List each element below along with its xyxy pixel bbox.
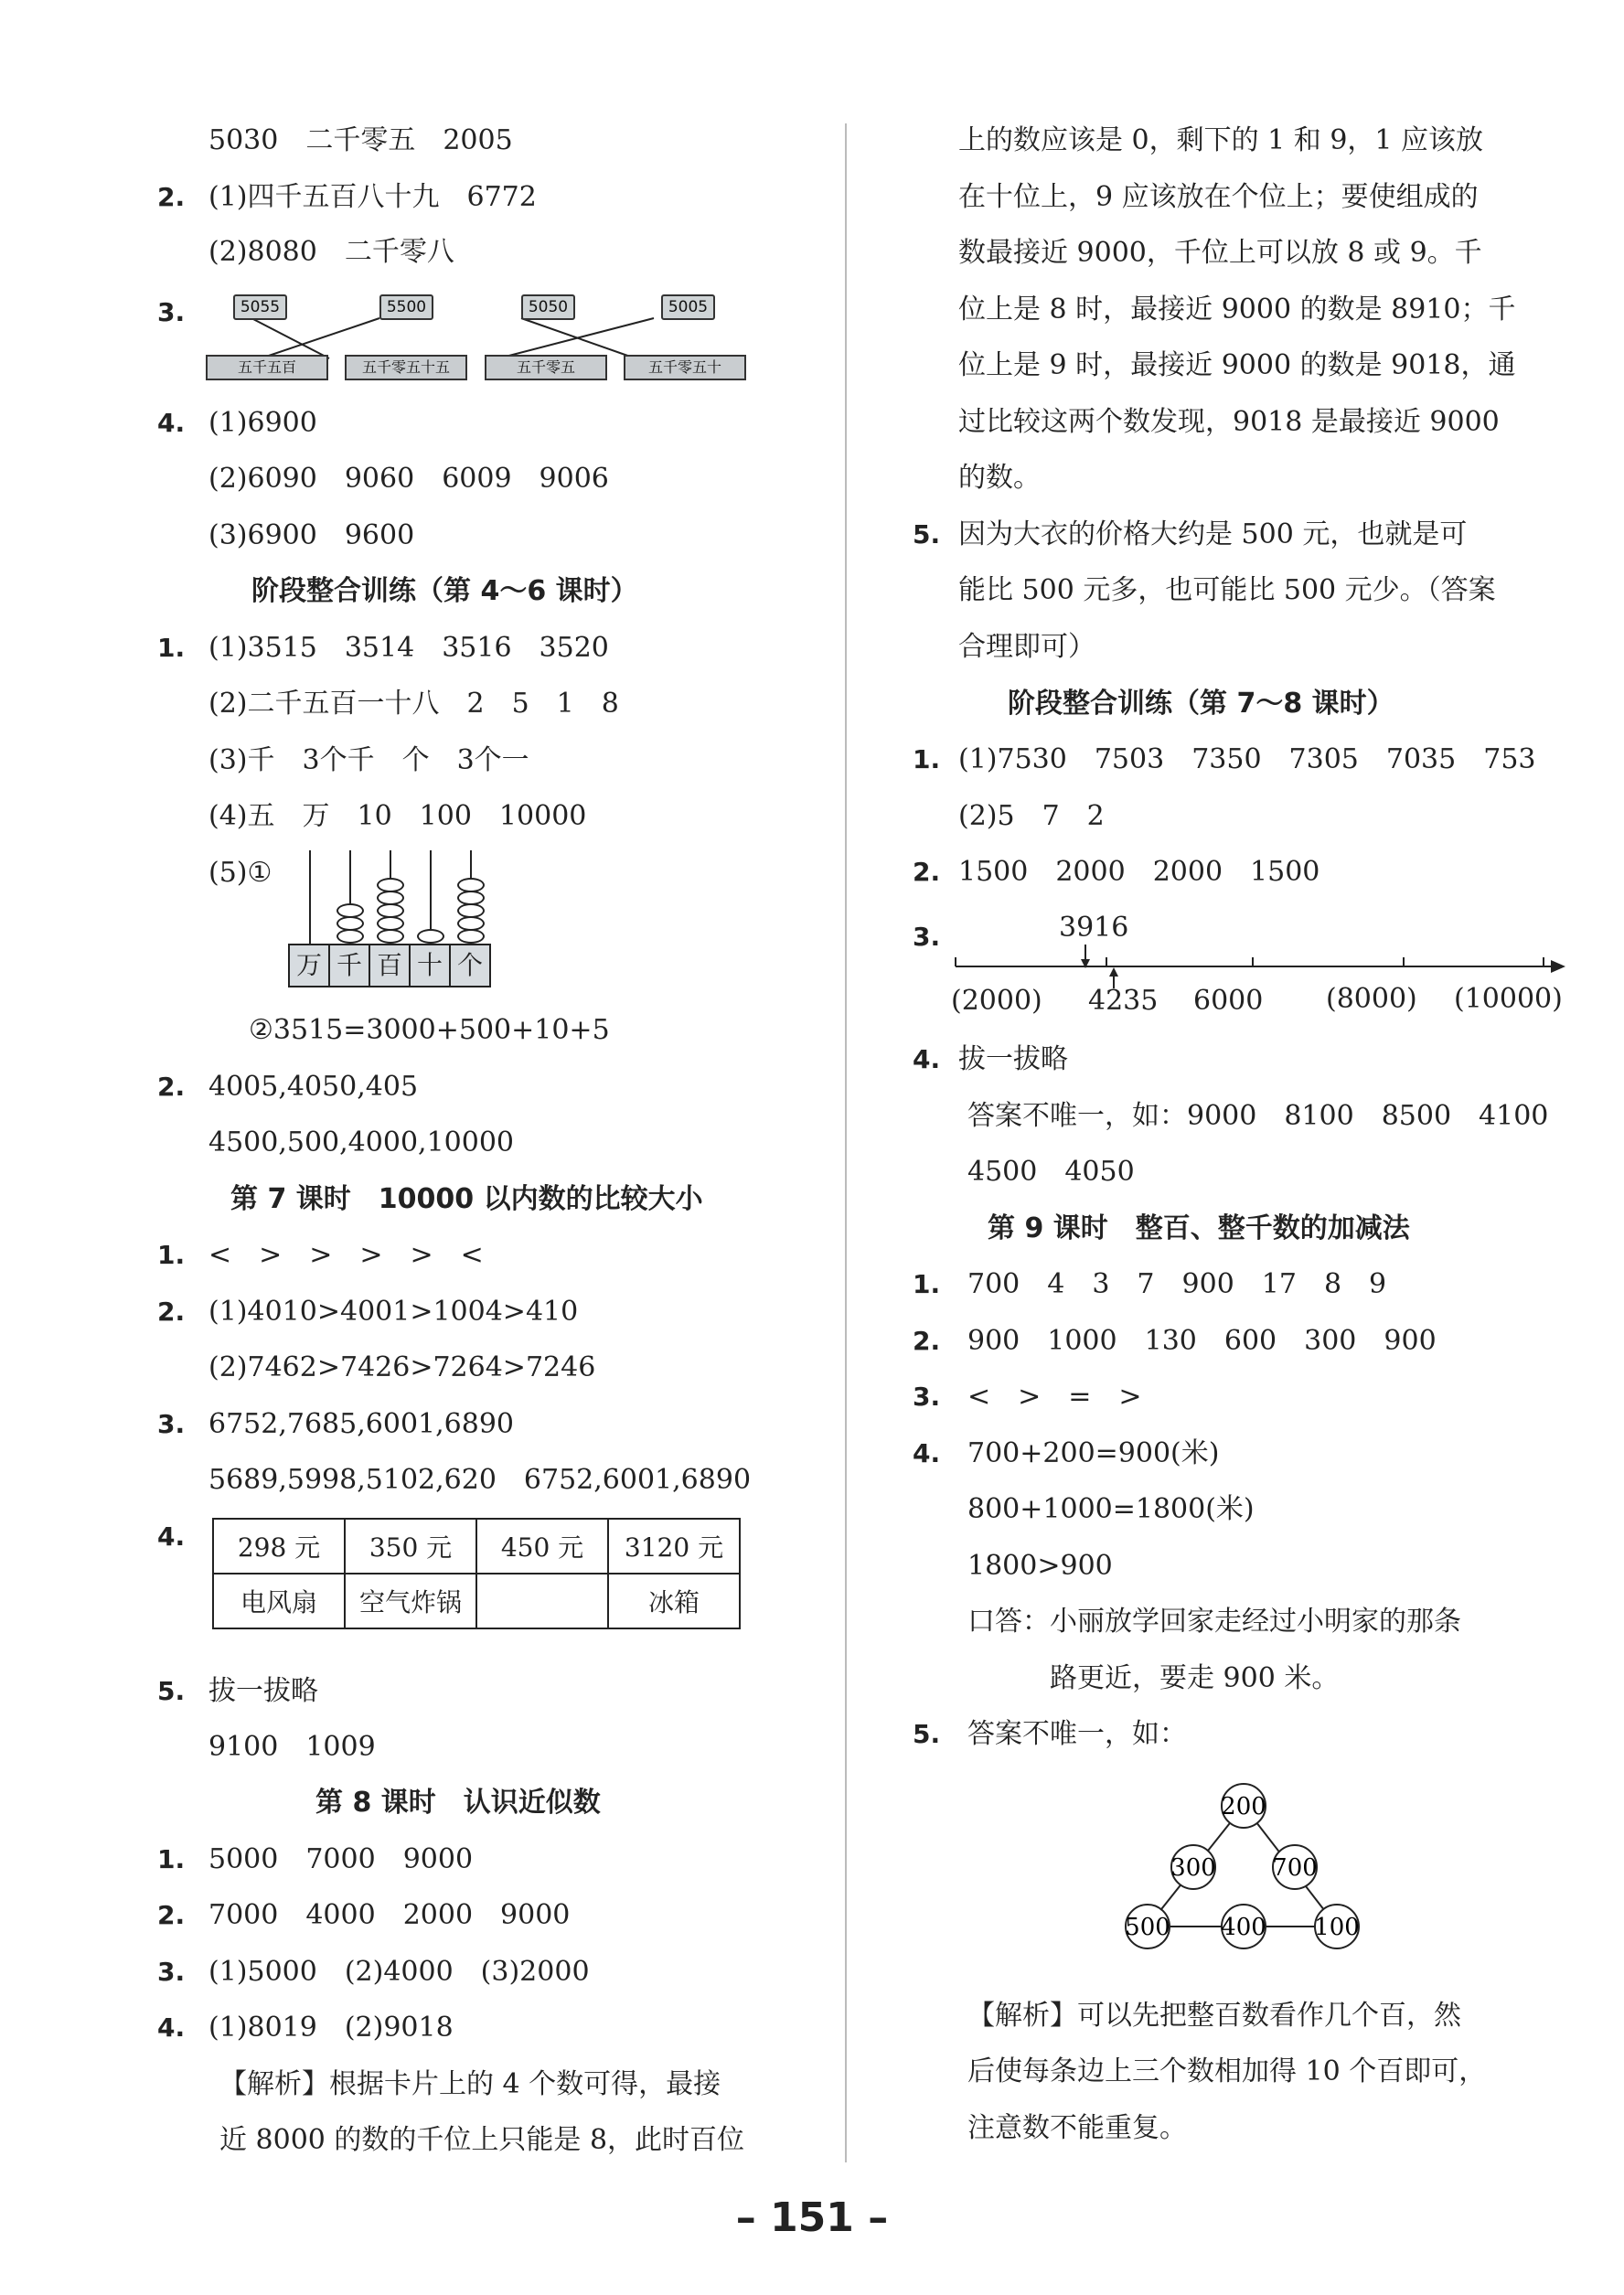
question-number: 3. xyxy=(913,1382,941,1412)
number-card: 5005 xyxy=(661,294,715,320)
answer-line: 1800>900 xyxy=(967,1550,1113,1582)
answer-line: < > = > xyxy=(967,1381,1142,1413)
answer-line: (1)四千五百八十九 6772 xyxy=(208,181,537,213)
abacus-bead xyxy=(457,878,485,892)
analysis-line: 【解析】根据卡片上的 4 个数可得，最接 xyxy=(219,2068,721,2100)
abacus-bead xyxy=(457,916,485,931)
abacus-bead xyxy=(377,903,404,918)
abacus-label: 千 xyxy=(330,945,370,986)
answer-line: < > > > > < xyxy=(208,1239,484,1271)
abacus-label: 十 xyxy=(411,945,451,986)
question-number: 3. xyxy=(913,922,941,952)
triangle-diagram xyxy=(1125,1778,1362,1952)
abacus-base xyxy=(288,944,491,987)
table-cell: 298 元 xyxy=(213,1519,345,1574)
abacus-bead xyxy=(377,878,404,892)
abacus-rod xyxy=(309,850,311,944)
question-number: 5. xyxy=(913,519,941,550)
word-card: 五千零五十五 xyxy=(345,355,467,380)
number-card: 5055 xyxy=(233,294,287,320)
price-table xyxy=(212,1518,741,1629)
answer-line: 700 4 3 7 900 17 8 9 xyxy=(967,1268,1387,1300)
answer-line: (2)6090 9060 6009 9006 xyxy=(208,463,609,495)
node-label: 200 xyxy=(1221,1793,1266,1820)
number-line-label: 4235 xyxy=(1088,985,1159,1017)
question-number: 4. xyxy=(913,1044,941,1074)
abacus-label: 万 xyxy=(290,945,330,986)
table-cell: 3120 元 xyxy=(608,1519,740,1574)
abacus-bead xyxy=(377,916,404,931)
number-card: 5500 xyxy=(379,294,433,320)
answer-line: 答案不唯一，如：9000 8100 8500 4100 xyxy=(967,1100,1549,1132)
question-number: 1. xyxy=(157,1844,186,1874)
answer-line: (3)6900 9600 xyxy=(208,519,415,551)
abacus-bead xyxy=(417,929,444,944)
answer-line: (4)五 万 10 100 10000 xyxy=(208,800,587,832)
abacus-bead xyxy=(457,929,485,944)
question-number: 2. xyxy=(157,182,186,212)
number-line-label: (8000) xyxy=(1326,983,1417,1015)
answer-line: 路更近，要走 900 米。 xyxy=(1050,1662,1340,1694)
answer-line: 答案不唯一，如： xyxy=(967,1718,1187,1750)
abacus-label: 百 xyxy=(370,945,411,986)
question-number: 4. xyxy=(157,1521,186,1552)
table-row xyxy=(213,1574,740,1628)
answer-line: 6752,7685,6001,6890 xyxy=(208,1408,514,1440)
answer-line: (2)5 7 2 xyxy=(958,800,1105,832)
answer-line: (1)4010>4001>1004>410 xyxy=(208,1296,579,1328)
abacus-bead xyxy=(377,929,404,944)
answer-line: ②3515=3000+500+10+5 xyxy=(249,1014,610,1046)
number-line-label: (2000) xyxy=(951,985,1042,1017)
section-heading: 阶段整合训练（第 7～8 课时） xyxy=(1008,688,1394,720)
analysis-line: 后使每条边上三个数相加得 10 个百即可， xyxy=(967,2055,1487,2087)
analysis-line: 注意数不能重复。 xyxy=(967,2112,1187,2144)
node-label: 400 xyxy=(1221,1914,1266,1941)
question-number: 4. xyxy=(913,1438,941,1468)
answer-line: (1)3515 3514 3516 3520 xyxy=(208,632,609,664)
table-cell: 空气炸锅 xyxy=(345,1574,476,1628)
analysis-line: 近 8000 的数的千位上只能是 8，此时百位 xyxy=(219,2124,745,2156)
page-number: – 151 – xyxy=(735,2194,889,2241)
question-number: 3. xyxy=(157,1957,186,1987)
answer-line: 4500,500,4000,10000 xyxy=(208,1126,514,1158)
table-cell: 冰箱 xyxy=(608,1574,740,1628)
analysis-line: 过比较这两个数发现，9018 是最接近 9000 xyxy=(958,406,1500,438)
abacus-bead xyxy=(337,903,364,918)
analysis-line: 数最接近 9000，千位上可以放 8 或 9。千 xyxy=(958,237,1482,269)
question-number: 4. xyxy=(157,408,186,438)
abacus-bead xyxy=(337,916,364,931)
answer-line: 能比 500 元多，也可能比 500 元少。（答案 xyxy=(958,574,1496,606)
question-number: 2. xyxy=(157,1072,186,1102)
abacus-bead xyxy=(377,891,404,905)
node-label: 300 xyxy=(1170,1854,1216,1882)
number-line xyxy=(951,910,1591,1019)
question-number: 1. xyxy=(157,1240,186,1270)
question-number: 2. xyxy=(913,1326,941,1356)
node-label: 700 xyxy=(1272,1854,1318,1882)
answer-line: 1500 2000 2000 1500 xyxy=(958,856,1320,888)
section-heading: 阶段整合训练（第 4～6 课时） xyxy=(251,575,638,607)
analysis-line: 位上是 9 时，最接近 9000 的数是 9018，通 xyxy=(958,349,1516,381)
analysis-line: 位上是 8 时，最接近 9000 的数是 8910；千 xyxy=(958,294,1516,326)
answer-line: 9100 1009 xyxy=(208,1731,376,1763)
number-line-label: 3916 xyxy=(1059,912,1129,944)
answer-line: 7000 4000 2000 9000 xyxy=(208,1899,571,1931)
answer-line: (2)7462>7426>7264>7246 xyxy=(208,1351,596,1383)
question-number: 1. xyxy=(913,1269,941,1299)
section-heading: 第 9 课时 整百、整千数的加减法 xyxy=(988,1212,1410,1244)
answer-line: 4500 4050 xyxy=(967,1156,1135,1188)
word-card: 五千零五 xyxy=(485,355,607,380)
analysis-line: 在十位上，9 应该放在个位上；要使组成的 xyxy=(958,181,1479,213)
word-card: 五千五百 xyxy=(206,355,328,380)
answer-line: 5030 二千零五 2005 xyxy=(208,124,513,156)
answer-line: (1)6900 xyxy=(208,407,317,439)
question-number: 3. xyxy=(157,297,186,327)
number-line-label: (10000) xyxy=(1454,983,1563,1015)
answer-line: 拔一拔略 xyxy=(208,1675,318,1707)
answer-line: (2)二千五百一十八 2 5 1 8 xyxy=(208,688,619,720)
table-cell xyxy=(476,1574,608,1628)
analysis-line: 上的数应该是 0，剩下的 1 和 9，1 应该放 xyxy=(958,124,1484,156)
abacus-bead xyxy=(457,891,485,905)
table-cell: 电风扇 xyxy=(213,1574,345,1628)
table-cell: 350 元 xyxy=(345,1519,476,1574)
table-row xyxy=(213,1519,740,1574)
answer-line: (3)千 3个千 个 3个一 xyxy=(208,744,529,776)
number-card: 5050 xyxy=(521,294,575,320)
number-line-label: 6000 xyxy=(1193,985,1264,1017)
question-number: 2. xyxy=(913,857,941,887)
abacus-bead xyxy=(457,903,485,918)
question-number: 2. xyxy=(157,1297,186,1327)
answer-line: 口答：小丽放学回家走经过小明家的那条 xyxy=(967,1606,1461,1638)
abacus-bead xyxy=(337,929,364,944)
question-number: 5. xyxy=(157,1676,186,1706)
word-card: 五千零五十 xyxy=(624,355,746,380)
answer-line: 5000 7000 9000 xyxy=(208,1843,474,1875)
answer-line: 700+200=900(米) xyxy=(967,1437,1220,1469)
question-number: 2. xyxy=(157,1900,186,1930)
table-cell: 450 元 xyxy=(476,1519,608,1574)
question-number: 3. xyxy=(157,1409,186,1439)
question-number: 4. xyxy=(157,2012,186,2043)
answer-line: 合理即可） xyxy=(958,631,1095,663)
answer-line: 900 1000 130 600 300 900 xyxy=(967,1325,1437,1357)
section-heading: 第 7 课时 10000 以内数的比较大小 xyxy=(230,1183,703,1215)
answer-line: 4005,4050,405 xyxy=(208,1071,419,1103)
answer-line: (5)① xyxy=(208,857,272,889)
column-divider xyxy=(845,123,847,2162)
question-number: 1. xyxy=(913,744,941,774)
node-label: 500 xyxy=(1125,1914,1170,1941)
question-number: 1. xyxy=(157,633,186,663)
abacus-label: 个 xyxy=(456,950,483,980)
section-heading: 第 8 课时 认识近似数 xyxy=(315,1787,601,1819)
node-label: 100 xyxy=(1314,1914,1360,1941)
answer-line: 拔一拔略 xyxy=(958,1043,1068,1075)
answer-line: (1)7530 7503 7350 7305 7035 753 xyxy=(958,743,1536,775)
answer-line: (1)5000 (2)4000 (3)2000 xyxy=(208,1956,590,1988)
matching-diagram xyxy=(206,294,754,381)
answer-line: (1)8019 (2)9018 xyxy=(208,2012,454,2044)
analysis-line: 【解析】可以先把整百数看作几个百，然 xyxy=(967,2000,1461,2032)
answer-line: 5689,5998,5102,620 6752,6001,6890 xyxy=(208,1464,752,1496)
abacus xyxy=(288,850,508,987)
answer-line: 因为大衣的价格大约是 500 元，也就是可 xyxy=(958,518,1468,550)
question-number: 5. xyxy=(913,1719,941,1749)
answer-line: 800+1000=1800(米) xyxy=(967,1493,1255,1525)
analysis-line: 的数。 xyxy=(958,462,1041,494)
answer-line: (2)8080 二千零八 xyxy=(208,236,454,268)
triangle-lines xyxy=(1125,1778,1362,1952)
